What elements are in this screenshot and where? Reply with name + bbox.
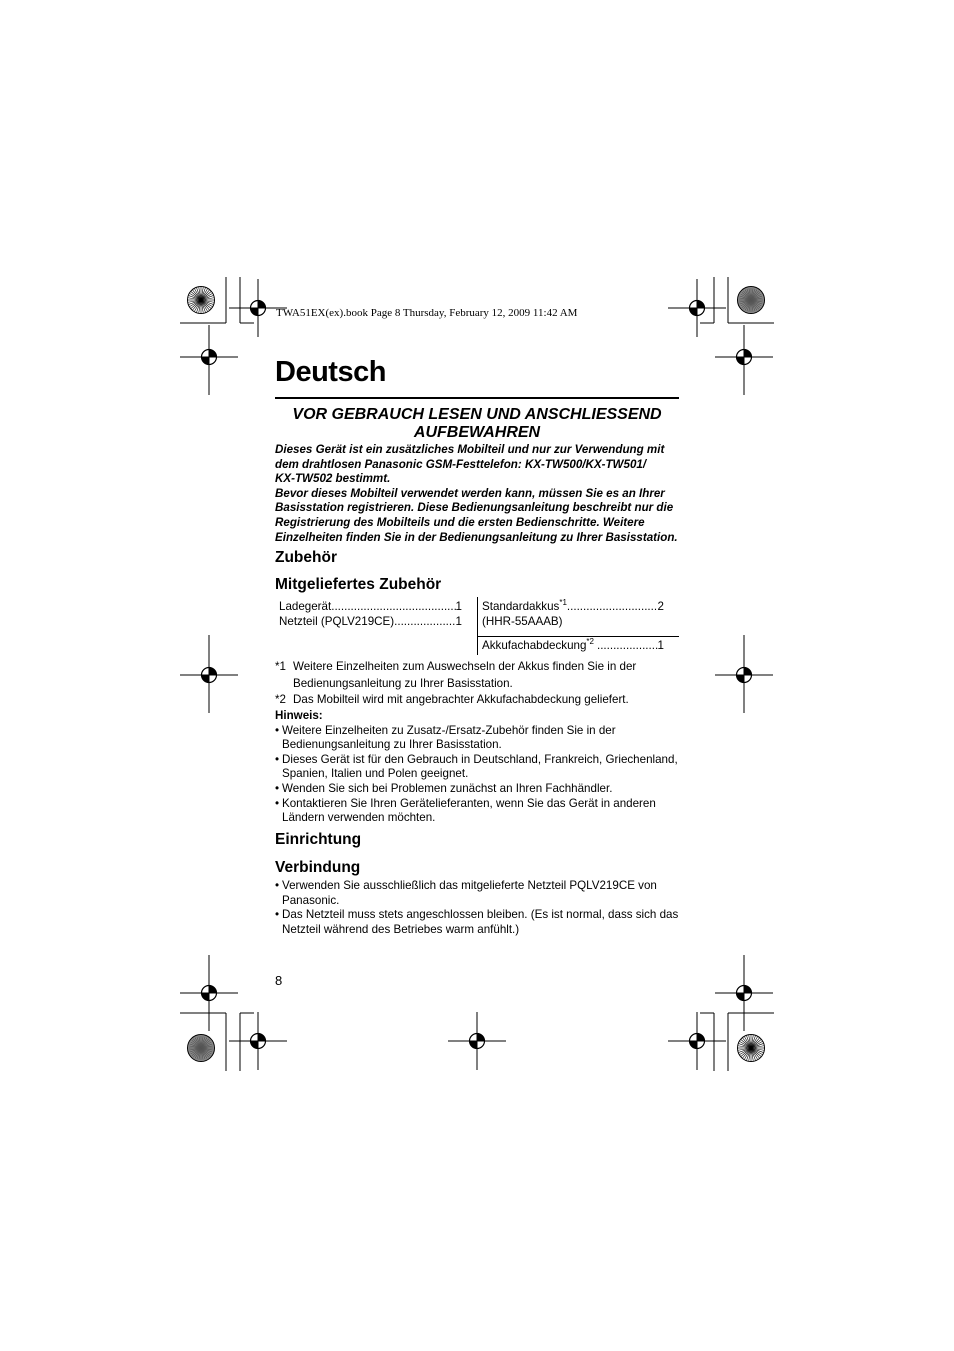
- warning-title-line: AUFBEWAHREN: [413, 424, 541, 441]
- footnotes: [275, 660, 685, 708]
- accessory-row: [279, 600, 462, 615]
- notes-block: [275, 709, 685, 826]
- connection-notes: [275, 879, 685, 937]
- accessory-row: [279, 615, 462, 630]
- subsection-heading-connection: Verbindung: [275, 859, 361, 876]
- registration-quadrant: [697, 301, 705, 309]
- list-item: • Weitere Einzelheiten zu Zusatz-/Ersatz-Zubehör finden Sie in der Bedienungsanleitung zu Ihrer Basisstation.: [275, 724, 685, 753]
- accessory-name: Netzteil (PQLV219CE): [279, 614, 395, 628]
- registration-quadrant: [744, 668, 752, 676]
- list-item: • Dieses Gerät ist für den Gebrauch in Deutschland, Frankreich, Griechenland, Spanien, Italien und Polen geeignet.: [275, 753, 685, 782]
- registration-quadrant: [697, 1034, 705, 1042]
- list-item: • Verwenden Sie ausschließlich das mitgelieferte Netzteil PQLV219CE von Panasonic.: [275, 879, 685, 908]
- registration-quadrant: [737, 357, 745, 365]
- footnote: [275, 693, 685, 708]
- warning-title: [275, 406, 679, 442]
- intro-paragraph: [275, 487, 685, 545]
- accessory-name: Standardakkus$^{*1}$: [482, 598, 567, 613]
- list-item: • Kontaktieren Sie Ihren Gerätelieferanten, wenn Sie das Gerät in anderen Ländern verwenden möchten.: [275, 797, 685, 826]
- footnote: [275, 660, 685, 691]
- intro-paragraph: [275, 443, 685, 487]
- page-number: 8: [275, 973, 283, 988]
- accessory-qty: 1: [455, 600, 462, 613]
- registration-quadrant: [744, 986, 752, 994]
- accessory-model: (HHR-55AAAB): [482, 614, 563, 628]
- list-item: • Wenden Sie sich bei Problemen zunächst an Ihren Fachhändler.: [275, 782, 685, 797]
- intro-line: Einzelheiten finden Sie in der Bedienungsanleitung zu Ihrer Basisstation.: [275, 530, 678, 544]
- accessories-list-left: [279, 600, 462, 629]
- accessory-qty: 2: [657, 600, 664, 613]
- footnote-text: Weitere Einzelheiten zum Auswechseln der Akkus finden Sie in der Bedienungsanleitung zu Ihrer Basisstation.: [293, 660, 637, 690]
- accessory-name: Akkufachabdeckung$^{*2}$: [482, 637, 594, 653]
- registration-quadrant: [477, 1034, 485, 1042]
- intro-line: Registrierung des Mobilteils und die ersten Bedienschritte. Weitere: [275, 515, 645, 529]
- intro-line: Bevor dieses Mobilteil verwendet werden kann, müssen Sie es an Ihrer: [275, 486, 665, 500]
- warning-title-line: VOR GEBRAUCH LESEN UND ANSCHLIESSEND: [292, 406, 662, 423]
- intro-line: Basisstation registrieren. Diese Bedienungsanleitung beschreibt nur die: [275, 501, 674, 515]
- registration-quadrant: [470, 1041, 478, 1049]
- leader-dots: [331, 600, 455, 615]
- subsection-heading-supplied: Mitgeliefertes Zubehör: [275, 576, 442, 593]
- accessory-qty: 1: [455, 614, 462, 628]
- registration-quadrant: [690, 308, 698, 316]
- leader-dots: [394, 615, 455, 630]
- section-heading-setup: Einrichtung: [275, 831, 362, 848]
- note-label: Hinweis:: [275, 709, 323, 722]
- registration-quadrant: [737, 993, 745, 1001]
- leader-dots: [567, 600, 658, 615]
- registration-quadrant: [202, 675, 210, 683]
- footnote-ref: *1: [559, 598, 567, 607]
- accessory-row: [482, 639, 664, 654]
- intro-line: KX-TW502 bestimmt.: [275, 472, 391, 486]
- footnote-ref: *2: [586, 637, 594, 647]
- print-header: TWA51EX(ex).book Page 8 Thursday, February 12, 2009 11:42 AM: [276, 307, 578, 319]
- intro-line: dem drahtlosen Panasonic GSM-Festtelefon: KX-TW500/KX-TW501/: [275, 457, 647, 471]
- accessory-qty: 1: [657, 639, 664, 653]
- registration-quadrant: [202, 357, 210, 365]
- leader-dots: [594, 639, 658, 654]
- intro-line: Dieses Gerät ist ein zusätzliches Mobilteil und nur zur Verwendung mit: [275, 443, 665, 456]
- registration-quadrant: [737, 675, 745, 683]
- connection-notes-list: [275, 879, 685, 937]
- registration-quadrant: [209, 986, 217, 994]
- footnote-mark: *1: [275, 660, 286, 673]
- list-item: • Das Netzteil muss stets angeschlossen bleiben. (Es ist normal, dass sich das Netzteil während des Betriebes warm anfühlt.): [275, 908, 685, 937]
- registration-quadrant: [690, 1041, 698, 1049]
- registration-quadrant: [258, 301, 266, 309]
- registration-quadrant: [258, 1034, 266, 1042]
- section-heading-accessories: Zubehör: [275, 549, 337, 566]
- table-divider-vertical: [477, 597, 478, 655]
- registration-quadrant: [251, 308, 259, 316]
- registration-quadrant: [202, 993, 210, 1001]
- registration-quadrant: [251, 1041, 259, 1049]
- intro-text: [275, 443, 685, 545]
- notes-list: [275, 724, 685, 826]
- registration-quadrant: [209, 668, 217, 676]
- accessory-row: [482, 600, 664, 615]
- accessories-list-right: [482, 599, 664, 654]
- footnote-text: Das Mobilteil wird mit angebrachter Akkufachabdeckung geliefert.: [293, 693, 629, 707]
- registration-quadrant: [744, 350, 752, 358]
- page-title: Deutsch: [275, 356, 386, 388]
- registration-quadrant: [209, 350, 217, 358]
- accessory-name: Ladegerät: [279, 600, 332, 613]
- title-divider: [275, 397, 679, 399]
- footnote-mark: *2: [275, 693, 286, 707]
